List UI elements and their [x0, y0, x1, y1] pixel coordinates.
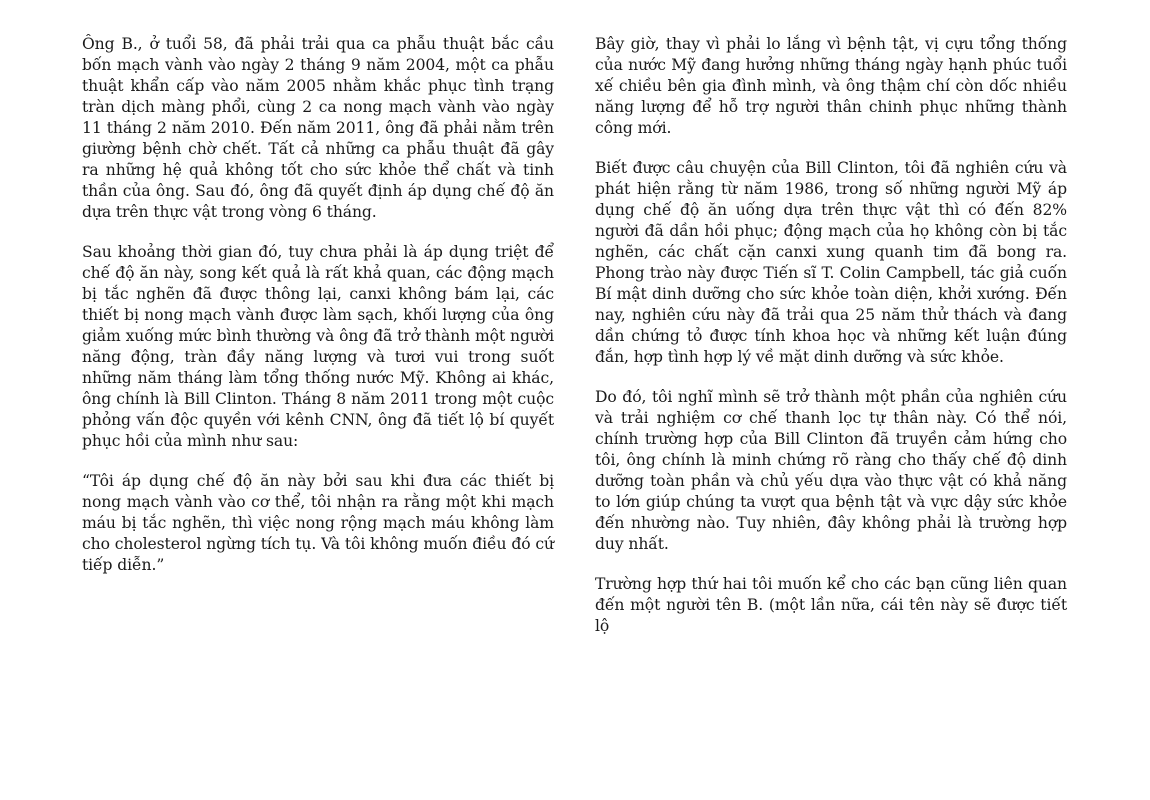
paragraph-left-3-quote: “Tôi áp dụng chế độ ăn này bởi sau khi đưa các thiết bị nong mạch vành vào cơ thể, tôi nhận ra rằng một khi mạch máu bị tắc nghẽn, thì việc nong rộng mạch máu không làm cho cholesterol ngừng tích tụ. Và tôi không muốn điều đó cứ tiếp diễn.” — [82, 472, 554, 574]
left-column — [82, 34, 554, 595]
paragraph-left-1: Ông B., ở tuổi 58, đã phải trải qua ca phẫu thuật bắc cầu bốn mạch vành vào ngày 2 tháng 9 năm 2004, một ca phẫu thuật khẩn cấp vào năm 2005 nhằm khắc phục tình trạng tràn dịch màng phổi, cùng 2 ca nong mạch vành vào ngày 11 tháng 2 năm 2010. Đến năm 2011, ông đã phải nằm trên giường bệnh chờ chết. Tất cả những ca phẫu thuật đã gây ra những hệ quả không tốt cho sức khỏe thể chất và tinh thần của ông. Sau đó, ông đã quyết định áp dụng chế độ ăn dựa trên thực vật trong vòng 6 tháng. — [82, 35, 554, 221]
paragraph-right-3: Do đó, tôi nghĩ mình sẽ trở thành một phần của nghiên cứu và trải nghiệm cơ chế thanh lọc tự thân này. Có thể nói, chính trường hợp của Bill Clinton đã truyền cảm hứng cho tôi, ông chính là minh chứng rõ ràng cho thấy chế độ dinh dưỡng toàn phần và chủ yếu dựa vào thực vật có khả năng to lớn giúp chúng ta vượt qua bệnh tật và vực dậy sức khỏe đến nhường nào. Tuy nhiên, đây không phải là trường hợp duy nhất. — [595, 388, 1067, 553]
paragraph-right-4: Trường hợp thứ hai tôi muốn kể cho các bạn cũng liên quan đến một người tên B. (một lần nữa, cái tên này sẽ được tiết lộ — [595, 575, 1067, 635]
right-column — [595, 34, 1067, 656]
paragraph-right-2: Biết được câu chuyện của Bill Clinton, tôi đã nghiên cứu và phát hiện rằng từ năm 1986, trong số những người Mỹ áp dụng chế độ ăn uống dựa trên thực vật thì có đến 82% người đã dần hồi phục; động mạch của họ không còn bị tắc nghẽn, các chất cặn canxi xung quanh tim đã bong ra. Phong trào này được Tiến sĩ T. Colin Campbell, tác giả cuốn Bí mật dinh dưỡng cho sức khỏe toàn diện, khởi xướng. Đến nay, nghiên cứu này đã trải qua 25 năm thử thách và đang dần chứng tỏ được tính khoa học và những kết luận đúng đắn, hợp tình hợp lý về mặt dinh dưỡng và sức khỏe. — [595, 159, 1067, 366]
paragraph-right-1: Bây giờ, thay vì phải lo lắng vì bệnh tật, vị cựu tổng thống của nước Mỹ đang hưởng những tháng ngày hạnh phúc tuổi xế chiều bên gia đình mình, và ông thậm chí còn dốc nhiều năng lượng để hỗ trợ người thân chinh phục những thành công mới. — [595, 35, 1067, 137]
paragraph-left-2: Sau khoảng thời gian đó, tuy chưa phải là áp dụng triệt để chế độ ăn này, song kết quả là rất khả quan, các động mạch bị tắc nghẽn đã được thông lại, canxi không bám lại, các thiết bị nong mạch vành được làm sạch, khối lượng của ông giảm xuống mức bình thường và ông đã trở thành một người năng động, tràn đầy năng lượng và tươi vui trong suốt những năm tháng làm tổng thống nước Mỹ. Không ai khác, ông chính là Bill Clinton. Tháng 8 năm 2011 trong một cuộc phỏng vấn độc quyền với kênh CNN, ông đã tiết lộ bí quyết phục hồi của mình như sau: — [82, 243, 554, 450]
